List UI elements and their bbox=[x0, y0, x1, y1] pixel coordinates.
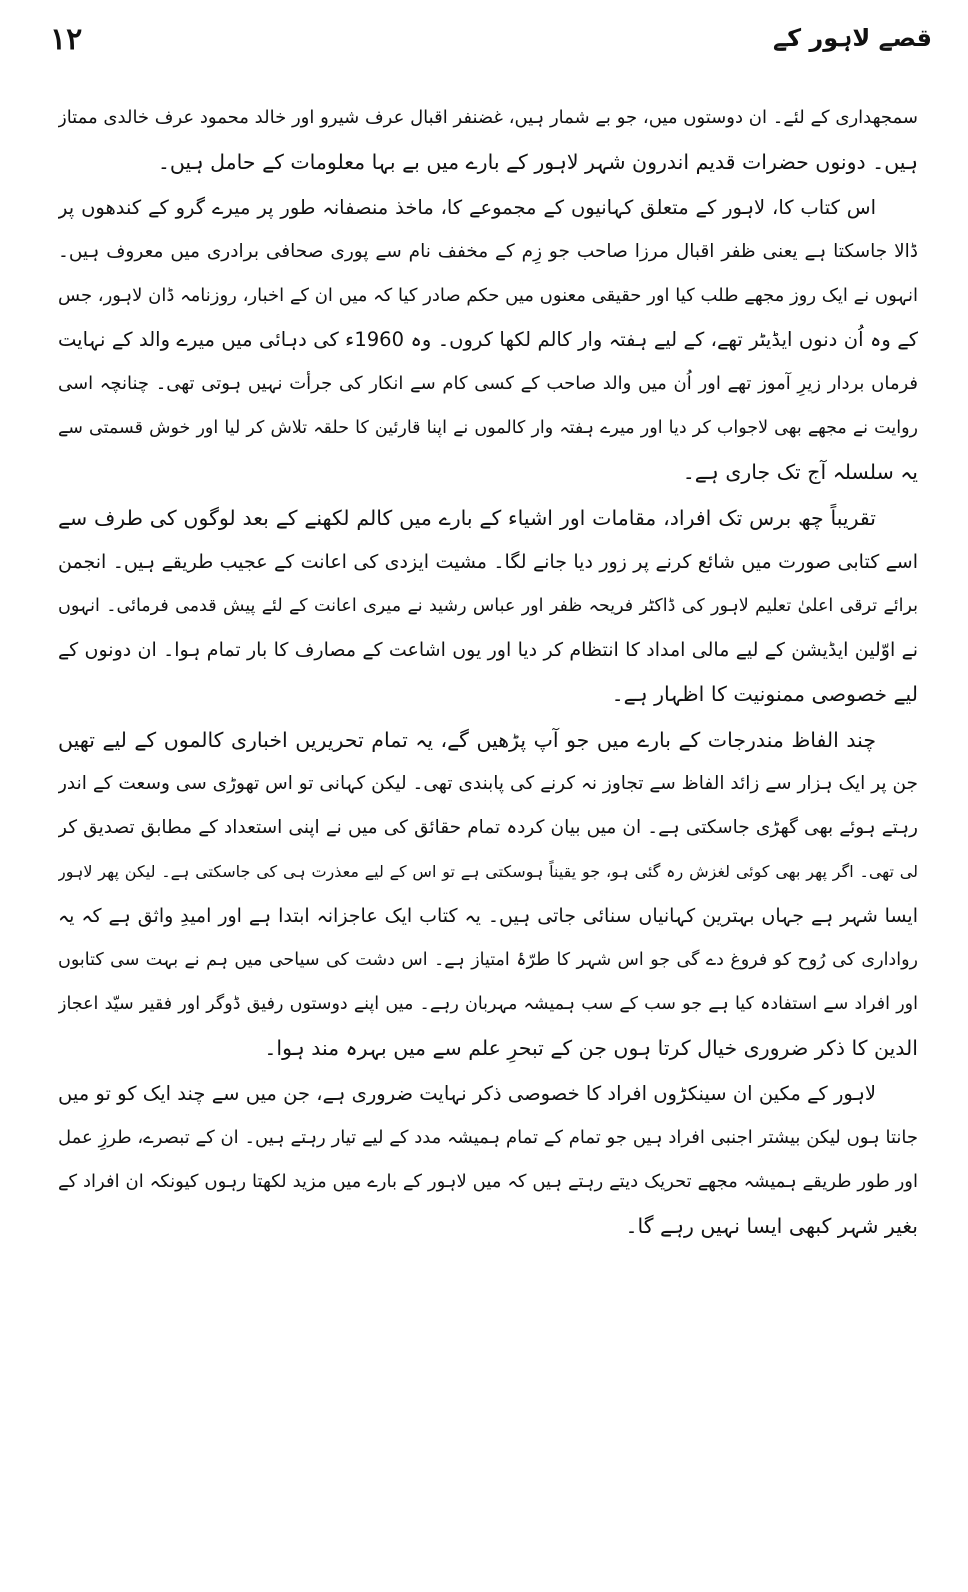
paragraph bbox=[58, 186, 918, 494]
running-title: قصے لاہور کے bbox=[773, 24, 932, 52]
text-line: رہتے ہوئے بھی گھڑی جاسکتی ہے۔ ان میں بیان کردہ تمام حقائق کی میں نے اپنی استعداد کے مطابق تصدیق کر bbox=[58, 817, 918, 838]
text-line: سمجھداری کے لئے۔ ان دوستوں میں، جو بے شمار ہیں، غضنفر اقبال عرف شیرو اور خالد محمود عرف خالدی ممتاز bbox=[58, 107, 918, 128]
text-line: اور افراد سے استفادہ کیا ہے جو سب کے سب ہمیشہ مہربان رہے۔ میں اپنے دوستوں رفیق ڈوگر اور فقیر سیّد اعجاز bbox=[58, 994, 918, 1014]
text-line: تقریباً چھ برس تک افراد، مقامات اور اشیاء کے بارے میں کالم لکھنے کے بعد لوگوں کی طرف سے bbox=[58, 506, 876, 530]
page-header bbox=[50, 18, 932, 68]
text-line: نے اوّلین ایڈیشن کے لیے مالی امداد کا انتظام کر دیا اور یوں اشاعت کے مصارف کا بار تمام ہوا۔ ان دونوں کے bbox=[58, 639, 918, 661]
paragraph bbox=[58, 496, 918, 716]
text-line: روایت نے مجھے بھی لاجواب کر دیا اور میرے ہفتہ وار کالموں نے اپنا قارئین کا حلقہ تلاش کر لیا اور خوش قسمتی سے bbox=[58, 418, 918, 438]
paragraph bbox=[58, 1072, 918, 1248]
text-line: بغیر شہر کبھی ایسا نہیں رہے گا۔ bbox=[625, 1214, 918, 1238]
page-body bbox=[58, 96, 918, 1552]
paragraph bbox=[58, 96, 918, 184]
text-line: اسے کتابی صورت میں شائع کرنے پر زور دیا جانے لگا۔ مشیت ایزدی کی اعانت کے عجیب طریقے ہیں۔ انجمن bbox=[58, 551, 918, 573]
text-line: برائے ترقی اعلیٰ تعلیم لاہور کی ڈاکٹر فریحہ ظفر اور عباس رشید نے میری اعانت کے لئے پیش قدمی فرمائی۔ انہوں bbox=[58, 596, 918, 616]
text-line: فرماں بردار زیرِ آموز تھے اور اُن میں والد صاحب کے کسی کام سے انکار کی جرأت نہیں ہوتی تھی۔ چنانچہ اسی bbox=[58, 373, 918, 394]
text-line: اور طور طریقے ہمیشہ مجھے تحریک دیتے رہتے ہیں کہ میں لاہور کے بارے میں مزید لکھتا رہوں کیونکہ ان افراد کے bbox=[58, 1171, 918, 1192]
text-line: یہ سلسلہ آج تک جاری ہے۔ bbox=[682, 460, 918, 484]
text-line: ڈالا جاسکتا ہے یعنی ظفر اقبال مرزا صاحب جو زِم کے مخفف نام سے پوری صحافی برادری میں معروف ہیں۔ bbox=[58, 241, 918, 262]
text-line: ایسا شہر ہے جہاں بہترین کہانیاں سنائی جاتی ہیں۔ یہ کتاب ایک عاجزانہ ابتدا ہے اور امیدِ واثق ہے کہ یہ bbox=[58, 905, 918, 927]
text-line: رواداری کی رُوح کو فروغ دے گی جو اس شہر کا طرّۂ امتیاز ہے۔ اس دشت کی سیاحی میں ہم نے بہت سی کتابوں bbox=[58, 950, 918, 970]
text-line: اس کتاب کا، لاہور کے متعلق کہانیوں کے مجموعے کا، ماخذ منصفانہ طور پر میرے گرو کے کندھوں پر bbox=[58, 196, 876, 219]
text-line: انہوں نے ایک روز مجھے طلب کیا اور حقیقی معنوں میں حکم صادر کیا کہ میں ان کے اخبار، روزنامہ ڈان لاہور، جس bbox=[58, 285, 918, 306]
text-line: کے وہ اُن دنوں ایڈیٹر تھے، کے لیے ہفتہ وار کالم لکھا کروں۔ وہ 1960ء کی دہائی میں میرے والد کے نہایت bbox=[58, 328, 918, 351]
text-line: جانتا ہوں لیکن بیشتر اجنبی افراد ہیں جو تمام کے تمام ہمیشہ مدد کے لیے تیار رہتے ہیں۔ ان کے تبصرے، طرزِ عمل bbox=[58, 1127, 918, 1148]
text-line: ہیں۔ دونوں حضرات قدیم اندرون شہر لاہور کے بارے میں بے بہا معلومات کے حامل ہیں۔ bbox=[157, 150, 918, 174]
paragraph bbox=[58, 718, 918, 1070]
page-number: ۱۲ bbox=[50, 22, 83, 57]
text-line: لاہور کے مکین ان سینکڑوں افراد کا خصوصی ذکر نہایت ضروری ہے، جن میں سے چند ایک کو تو میں bbox=[58, 1082, 876, 1105]
text-line: چند الفاظ مندرجات کے بارے میں جو آپ پڑھیں گے، یہ تمام تحریریں اخباری کالموں کے لیے تھیں bbox=[58, 728, 876, 752]
text-line: الدین کا ذکر ضروری خیال کرتا ہوں جن کے تبحرِ علم سے میں بہرہ مند ہوا۔ bbox=[264, 1036, 918, 1060]
text-line: جن پر ایک ہزار سے زائد الفاظ سے تجاوز نہ کرنے کی پابندی تھی۔ لیکن کہانی تو اس تھوڑی سی وسعت کے اندر bbox=[58, 773, 918, 794]
text-line: لیے خصوصی ممنونیت کا اظہار ہے۔ bbox=[611, 682, 918, 706]
text-line: لی تھی۔ اگر پھر بھی کوئی لغزش رہ گئی ہو، جو یقیناً ہوسکتی ہے تو اس کے لیے معذرت ہی کی جاسکتی ہے۔ لیکن پھر لاہور bbox=[58, 862, 918, 881]
